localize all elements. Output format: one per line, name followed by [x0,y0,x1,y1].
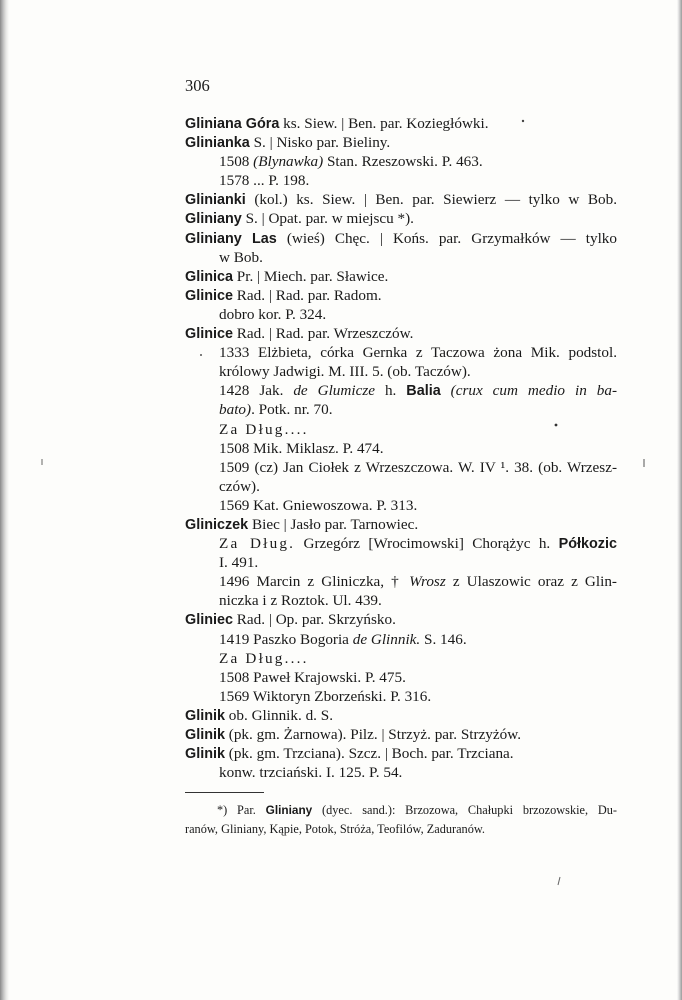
entry-text: S. | Nisko par. Bieliny. [249,134,391,152]
entry-line [185,114,617,133]
headword: Glinianka [185,135,250,152]
entry-line [185,381,617,400]
page-number: 306 [185,76,210,95]
entry-line [185,496,617,515]
entry-line [185,706,617,725]
page-edge-shadow-left [0,0,9,1000]
entry-bold: Balia [406,383,441,400]
entry-line [185,343,617,362]
headword: Glinianki [185,192,246,209]
headword: Gliniany [185,211,242,228]
entry-text: (pk. gm. Żarnowa). Pilz. | Strzyż. par. Strzyżów. [224,726,522,743]
entry-text: Rad. | Rad. par. Wrzeszczów. [233,325,414,343]
footnote [185,801,617,838]
entry-text: 1508 Paweł Krajowski. P. 475. [219,668,406,686]
entry-text: 1419 Paszko Bogoria [219,630,353,648]
entry-line [185,630,617,649]
headword: Glinice [185,326,233,343]
entry-line [185,725,617,744]
entry-text: 1508 [219,153,254,171]
footnote-line [185,801,617,820]
entry-italic: de Glumicze [293,382,375,400]
entry-line [185,248,617,267]
entry-line [185,267,617,286]
entry-text: I. 491. [219,554,259,572]
scan-speck [520,118,526,124]
entry-bold: Półkozic [558,536,617,553]
entry-line [185,744,617,763]
headword: Glinica [185,268,233,285]
entry-spaced: Za Dług. [219,535,296,553]
entry-line [185,572,617,591]
entry-text: 1569 Kat. Gniewoszowa. P. 313. [219,496,418,514]
scan-speck [40,458,44,466]
headword: Glinice [185,287,233,304]
headword: Glinik [185,746,225,763]
entry-text: Pr. | Miech. par. Sławice. [233,267,389,285]
entry-text: 1333 Elżbieta, córka Gernka z Taczowa żona Mik. podstol. [219,344,617,362]
footnote-text: (dyec. sand.): Brzozowa, Chałupki brzozowskie, Du- [312,803,617,817]
entry-text: niczka i z Roztok. Ul. 439. [219,592,382,610]
entry-text: 1428 Jak. [219,382,294,400]
headword: Gliniany Las [185,230,277,247]
entry-text: . Potk. nr. 70. [251,401,333,419]
entry-italic: bato) [219,401,252,419]
entry-text: h. [374,382,407,400]
entry-text: z Ulaszowic oraz z Glin- [445,573,617,591]
headword: Gliniczek [185,516,249,533]
entry-spaced: Za Dług.... [219,649,309,667]
entry-text: Stan. Rzeszowski. P. 463. [323,153,483,171]
entry-line [185,209,617,228]
entry-italic: de Glinnik. [352,630,421,648]
entry-line [185,362,617,381]
entry-line [185,152,617,171]
entry-text: Rad. | Op. par. Skrzyńsko. [233,611,396,629]
entry-spaced: Za Dług.... [219,420,309,438]
entry-line [185,171,617,190]
entry-line [185,553,617,572]
entry-italic: (Blynawka) [253,153,324,171]
gazetteer-entries [185,114,617,782]
entry-text: (kol.) ks. Siew. | Ben. par. Siewierz — tylko w Bob. [245,191,617,209]
entry-text: 1569 Wiktoryn Zborzeński. P. 316. [219,687,432,705]
entry-text: 1508 Mik. Miklasz. P. 474. [219,439,384,457]
scan-speck [198,352,204,358]
headword: Glinik [185,727,225,743]
entry-text: Grzegórz [Wrocimowski] Chorążyc h. [295,535,559,553]
entry-line [185,458,617,477]
entry-text: (wieś) Chęc. | Końs. par. Grzymałków — tylko [276,229,617,247]
entry-line [185,286,617,305]
entry-text: 1496 Marcin z Gliniczka, † [219,573,410,591]
entry-line [185,763,617,782]
entry-text: ob. Glinnik. d. S. [224,706,333,724]
footnote-marker: *) Par. [217,803,266,817]
entry-text: S. 146. [420,630,467,648]
entry-line [185,229,617,248]
entry-text: Biec | Jasło par. Tarnowiec. [248,515,419,533]
headword: Gliniana Góra [185,116,280,132]
entry-text: 1578 ... P. 198. [219,172,310,190]
scan-speck [553,422,559,428]
entry-line [185,477,617,496]
entry-text: ks. Siew. | Ben. par. Koziegłówki. [279,115,489,132]
entry-line [185,190,617,209]
entry-text: konw. trzciański. I. 125. P. 54. [219,764,403,782]
entry-text: królowy Jadwigi. M. III. 5. (ob. Taczów). [219,363,471,381]
entry-line [185,649,617,668]
entry-italic: (crux cum medio in ba- [440,382,617,400]
scan-speck [556,876,562,886]
entry-text: w Bob. [219,248,263,266]
footnote-line: ranów, Gliniany, Kąpie, Potok, Stróża, Teofilów, Zaduranów. [185,821,485,836]
entry-line [185,400,617,419]
footnote-bold: Gliniany [265,803,313,817]
entry-text: dobro kor. P. 324. [219,305,327,323]
scan-speck [642,458,646,468]
entry-line [185,133,617,152]
entry-line [185,668,617,687]
entry-line [185,687,617,706]
entry-text: S. | Opat. par. w miejscu *). [241,210,414,228]
headword: Gliniec [185,612,233,629]
page-edge-shadow-right [677,0,682,1000]
entry-text: czów). [219,477,260,495]
entry-line [185,610,617,629]
entry-italic: Wrosz [409,573,446,591]
entry-line [185,324,617,343]
entry-line [185,439,617,458]
entry-line [185,534,617,553]
headword: Glinik [185,707,225,724]
entry-line [185,515,617,534]
entry-text: (pk. gm. Trzciana). Szcz. | Boch. par. Trzciana. [224,745,514,763]
entry-text: Rad. | Rad. par. Radom. [233,286,382,304]
entry-line [185,591,617,610]
footnote-rule [185,792,264,793]
entry-line [185,305,617,324]
entry-text: 1509 (cz) Jan Ciołek z Wrzeszczowa. W. IV ¹. 38. (ob. Wrzesz- [219,458,617,476]
